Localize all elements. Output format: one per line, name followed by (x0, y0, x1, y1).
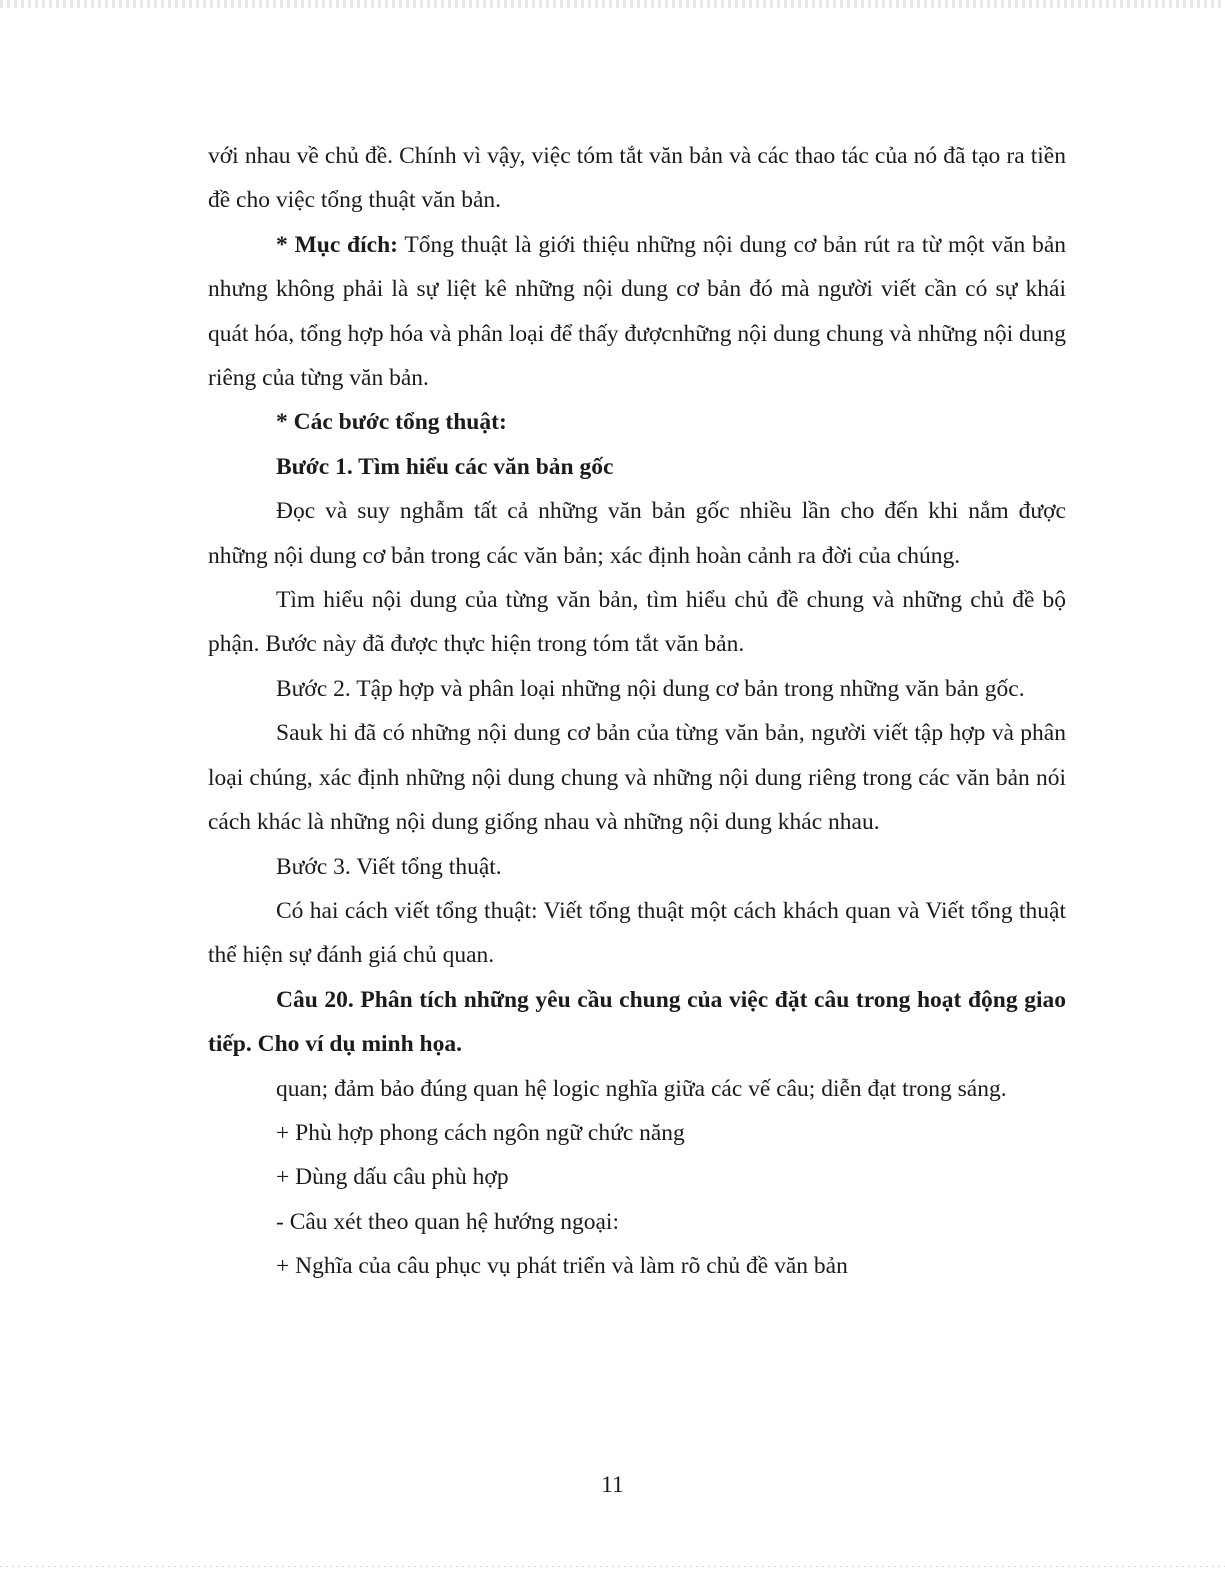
paragraph-purpose (208, 223, 1066, 401)
heading-step-1: Bước 1. Tìm hiểu các văn bản gốc (276, 453, 614, 480)
bullet-punctuation: + Dùng dấu câu phù hợp (276, 1164, 509, 1191)
paragraph-intro: với nhau về chủ đề. Chính vì vậy, việc tóm tắt văn bản và các thao tác của nó đã tạo ra tiền đề cho việc tổng thuật văn bản. (208, 143, 1066, 214)
page-number: 11 (601, 1472, 624, 1498)
paragraph-step-3: Bước 3. Viết tổng thuật. (276, 853, 502, 880)
paragraph-step-3-detail: Có hai cách viết tổng thuật: Viết tổng thuật một cách khách quan và Viết tổng thuật thể hiện sự đánh giá chủ quan. (208, 897, 1066, 969)
paragraph-step-1-read: Đọc và suy nghẫm tất cả những văn bản gốc nhiều lần cho đến khi nắm được những nội dung cơ bản trong các văn bản; xác định hoàn cảnh ra đời của chúng. (208, 498, 1066, 569)
heading-question-20: Câu 20. Phân tích những yêu cầu chung của việc đặt câu trong hoạt động giao tiếp. Cho ví dụ minh họa. (208, 986, 1066, 1058)
paragraph-step-1-content: Tìm hiểu nội dung của từng văn bản, tìm hiểu chủ đề chung và những chủ đề bộ phận. Bước này đã được thực hiện trong tóm tắt văn bản. (208, 587, 1066, 658)
purpose-text: Tổng thuật là giới thiệu những nội dung cơ bản rút ra từ một văn bản nhưng không phải là sự liệt kê những nội dung cơ bản đó mà người viết cần có sự khái quát hóa, tổng hợp hóa và phân loại để thấy đượcnhững nội dung chung và những nội dung riêng của từng văn bản. (208, 231, 1067, 392)
page-body (208, 134, 1066, 1289)
purpose-label: * Mục đích: (276, 231, 398, 258)
heading-steps: * Các bước tổng thuật: (276, 409, 507, 436)
bullet-meaning: + Nghĩa của câu phục vụ phát triển và làm rõ chủ đề văn bản (276, 1253, 848, 1280)
scan-edge-bottom (0, 1566, 1225, 1567)
paragraph-step-2-detail: Sauk hi đã có những nội dung cơ bản của từng văn bản, người viết tập hợp và phân loại chúng, xác định những nội dung chung và những nội dung riêng trong các văn bản nói cách khác là những nội dung giống nhau và những nội dung khác nhau. (208, 720, 1066, 836)
paragraph-requirements: quan; đảm bảo đúng quan hệ logic nghĩa giữa các vế câu; diễn đạt trong sáng. (276, 1075, 1007, 1102)
scan-edge-top (0, 0, 1225, 8)
paragraph-step-2: Bước 2. Tập hợp và phân loại những nội dung cơ bản trong những văn bản gốc. (276, 675, 1025, 702)
bullet-style: + Phù hợp phong cách ngôn ngữ chức năng (276, 1119, 685, 1146)
bullet-external-relation: - Câu xét theo quan hệ hướng ngoại: (276, 1208, 619, 1235)
